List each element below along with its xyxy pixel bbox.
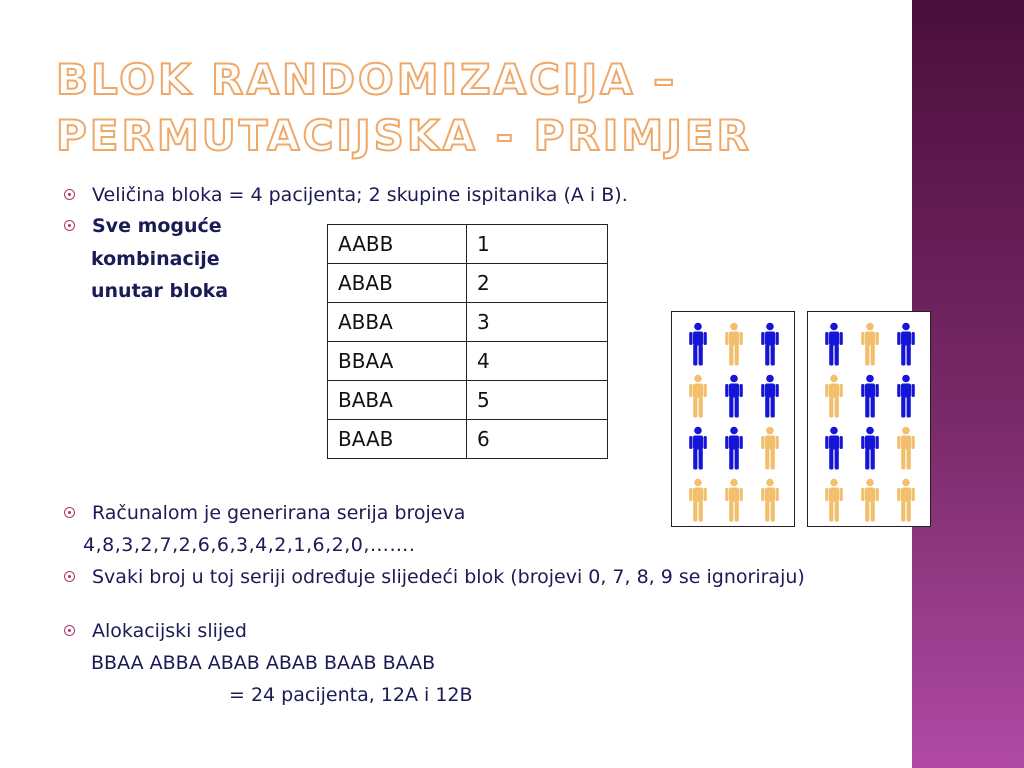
table-row bbox=[328, 303, 608, 342]
person-icon-group-a bbox=[860, 374, 880, 422]
person-icon-group-b bbox=[724, 478, 744, 526]
bullet-icon bbox=[64, 571, 75, 582]
bullet-icon bbox=[64, 507, 75, 518]
person-icon-group-a bbox=[688, 322, 708, 370]
person-icon-group-a bbox=[860, 426, 880, 474]
combination-number-cell: 3 bbox=[467, 303, 608, 342]
bullet-block-size bbox=[92, 184, 628, 207]
bullet-text: Veličina bloka = 4 pacijenta; 2 skupine ispitanika (A i B). bbox=[92, 184, 628, 206]
person-icon-group-b bbox=[824, 374, 844, 422]
slide-title bbox=[56, 52, 752, 164]
bullet-text: Svaki broj u toj seriji određuje slijedeći blok (brojevi 0, 7, 8, 9 se ignoriraju) bbox=[92, 566, 805, 588]
bullet-generated-series bbox=[92, 502, 465, 525]
person-icon-group-b bbox=[724, 322, 744, 370]
person-icon-group-a bbox=[724, 426, 744, 474]
bullet-line-1: Sve moguće bbox=[92, 215, 222, 237]
title-line-1: BLOK RANDOMIZACIJA – bbox=[56, 55, 678, 104]
person-icon-group-a bbox=[724, 374, 744, 422]
combination-cell: BABA bbox=[328, 381, 467, 420]
combinations-table bbox=[327, 224, 608, 459]
table-row bbox=[328, 381, 608, 420]
bullet-text: Računalom je generirana serija brojeva bbox=[92, 502, 466, 524]
allocation-sequence: BBAA ABBA ABAB ABAB BAAB BAAB bbox=[91, 652, 436, 674]
bullet-icon bbox=[64, 220, 75, 231]
person-icon-group-b bbox=[688, 478, 708, 526]
combination-number-cell: 1 bbox=[467, 225, 608, 264]
bullet-line-2: kombinacije bbox=[91, 248, 220, 270]
bullet-line-3: unutar bloka bbox=[91, 280, 229, 302]
person-icon-group-b bbox=[760, 426, 780, 474]
person-icon-group-b bbox=[896, 426, 916, 474]
person-icon-group-b bbox=[896, 478, 916, 526]
combination-number-cell: 2 bbox=[467, 264, 608, 303]
combination-cell: ABAB bbox=[328, 264, 467, 303]
bullet-allocation bbox=[92, 620, 247, 643]
person-icon-group-b bbox=[760, 478, 780, 526]
combination-cell: BBAA bbox=[328, 342, 467, 381]
number-series: 4,8,3,2,7,2,6,6,3,4,2,1,6,2,0,……. bbox=[83, 534, 416, 556]
combination-cell: AABB bbox=[328, 225, 467, 264]
person-icon-group-a bbox=[688, 426, 708, 474]
bullet-icon bbox=[64, 189, 75, 200]
person-icon-group-a bbox=[760, 374, 780, 422]
combination-number-cell: 6 bbox=[467, 420, 608, 459]
table-row bbox=[328, 264, 608, 303]
figure-grid-2 bbox=[807, 311, 931, 527]
person-icon-group-b bbox=[824, 478, 844, 526]
bullet-text: Alokacijski slijed bbox=[92, 620, 247, 642]
title-line-2: PERMUTACIJSKA - PRIMJER bbox=[56, 111, 752, 160]
table-row bbox=[328, 342, 608, 381]
combination-cell: ABBA bbox=[328, 303, 467, 342]
person-icon-group-b bbox=[860, 322, 880, 370]
figure-grid-1 bbox=[671, 311, 795, 527]
person-icon-group-a bbox=[824, 322, 844, 370]
table-row bbox=[328, 225, 608, 264]
combination-number-cell: 4 bbox=[467, 342, 608, 381]
table-row bbox=[328, 420, 608, 459]
person-icon-group-a bbox=[896, 322, 916, 370]
bullet-combinations bbox=[92, 215, 222, 238]
bullet-series-rule bbox=[92, 566, 852, 589]
bullet-icon bbox=[64, 625, 75, 636]
allocation-result: = 24 pacijenta, 12A i 12B bbox=[229, 684, 473, 706]
person-icon-group-a bbox=[896, 374, 916, 422]
combination-cell: BAAB bbox=[328, 420, 467, 459]
combination-number-cell: 5 bbox=[467, 381, 608, 420]
person-icon-group-a bbox=[824, 426, 844, 474]
person-icon-group-b bbox=[688, 374, 708, 422]
person-icon-group-a bbox=[760, 322, 780, 370]
person-icon-group-b bbox=[860, 478, 880, 526]
